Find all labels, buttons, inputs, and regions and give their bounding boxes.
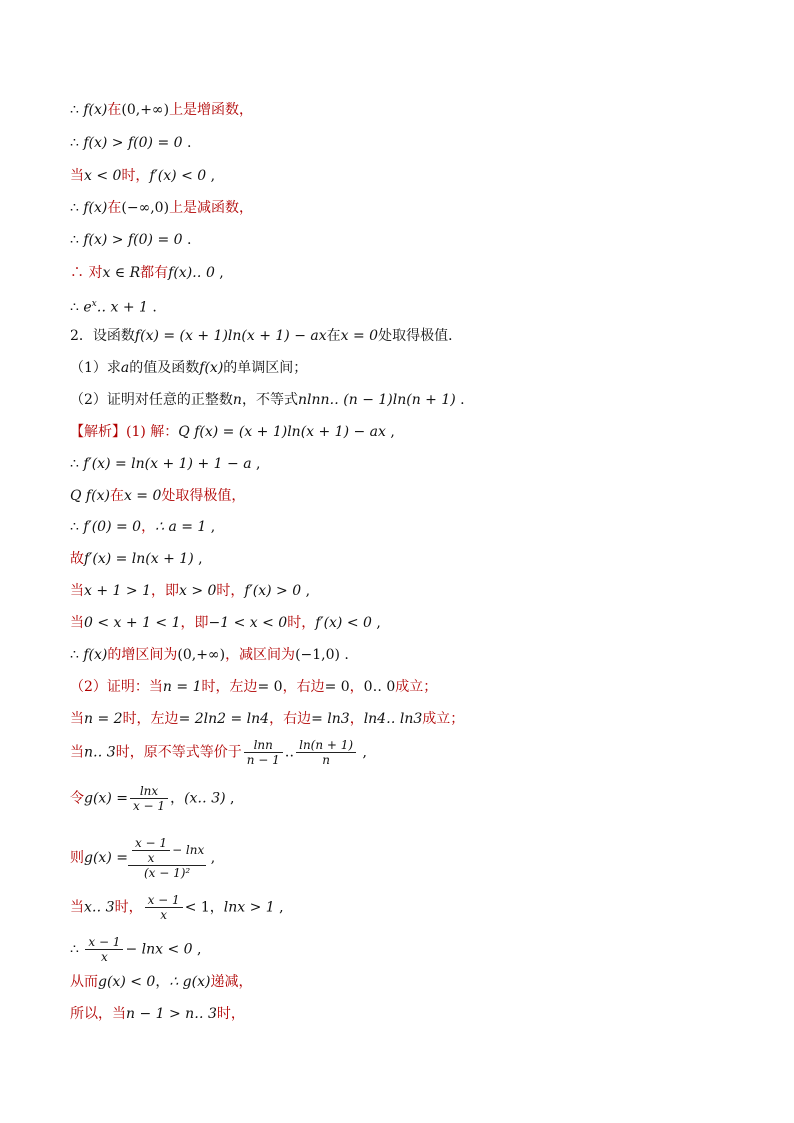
fraction: $\frac{x - 1}{x}$ <box>132 836 170 865</box>
fraction: $\frac{x - 1}{x}$ <box>145 893 183 922</box>
math-expression: Q f(x) <box>70 488 110 504</box>
math-expression: lnx > 1 <box>223 899 275 916</box>
math-expression: 0 < x + 1 < 1 <box>84 615 181 631</box>
text-line: ∴ f(x)在(0,+∞)上是增函数， <box>70 102 254 118</box>
text-line: 当x < 0时，f′(x) < 0 , <box>70 168 216 184</box>
text-line: ∴ 对x ∈ R都有f(x)‥ 0 , <box>70 265 224 281</box>
math-expression: x + 1 > 1 <box>84 583 151 599</box>
math-expression: nlnn‥ (n − 1)ln(n + 1) <box>297 392 456 408</box>
math-expression: (0,+∞) <box>121 102 170 118</box>
math-expression: (0,+∞) <box>177 647 226 663</box>
math-expression: x‥ 3 <box>84 899 115 916</box>
math-expression: x = 0 <box>340 328 379 344</box>
math-expression: f(x) <box>83 200 108 216</box>
text-line: 所以，当n − 1 > n‥ 3时， <box>70 1006 245 1022</box>
math-expression: g(x) = <box>84 790 128 807</box>
text-line: 令g(x) = $\frac{\ln x}{x - 1}$ ，(x‥ 3) , <box>70 784 235 813</box>
math-expression: = ln3 <box>311 711 350 727</box>
text-line: ∴ f(x) > f(0) = 0 . <box>70 232 192 248</box>
math-expression: −1 < x < 0 <box>208 615 288 631</box>
math-expression: (−1,0) <box>295 647 340 663</box>
text-line: ∴ f(x) > f(0) = 0 . <box>70 135 192 151</box>
fraction: $\frac{\ln n}{n - 1}$ <box>244 738 283 767</box>
compound-fraction: $\frac{x - 1}{x}$ − lnx (x − 1)² <box>128 836 206 880</box>
math-expression: = 2ln2 = ln4 <box>178 711 270 727</box>
math-expression: x = 0 <box>123 488 162 504</box>
math-expression: x < 0 <box>84 168 122 184</box>
math-expression: g(x) < 0 <box>98 974 156 990</box>
text-line: 当n = 2时，左边= 2ln2 = ln4，右边= ln3，ln4‥ ln3成立； <box>70 711 465 727</box>
text-line: ∴ f(x)的增区间为(0,+∞)，减区间为(−1,0) . <box>70 647 349 663</box>
math-expression: f(x) <box>83 647 108 663</box>
problem-statement: 2．设函数f(x) = (x + 1)ln(x + 1) − ax在x = 0处取得极值． <box>70 328 463 344</box>
math-expression: e <box>83 299 92 316</box>
text-line: 当x + 1 > 1，即x > 0时，f′(x) > 0 , <box>70 583 311 599</box>
math-expression: f′(x) > 0 <box>244 583 302 599</box>
math-expression: n = 1 <box>162 679 202 695</box>
math-expression: Q f(x) = (x + 1)ln(x + 1) − ax <box>178 424 386 440</box>
fraction: $\frac{x - 1}{x}$ <box>85 935 123 964</box>
math-expression: f′(x) = ln(x + 1) + 1 − a <box>83 456 252 472</box>
math-expression: 0‥ 0 <box>363 679 396 695</box>
math-expression: (−∞,0) <box>121 200 170 216</box>
text-line: ∴ f′(0) = 0，∴ a = 1 , <box>70 519 216 535</box>
text-line: 则g(x) = $\frac{x - 1}{x}$ − lnx (x − 1)² , <box>70 836 216 880</box>
math-expression: f′(0) = 0 <box>83 519 142 535</box>
math-expression: g(x) = <box>84 850 128 866</box>
text-line: 当n‥ 3时，原不等式等价于 $\frac{\ln n}{n - 1}$ ‥ $\frac{\ln(n + 1)}{n}$ , <box>70 738 367 767</box>
text-line: ∴ f(x)在(−∞,0)上是减函数， <box>70 200 254 216</box>
math-expression: x > 0 <box>178 583 217 599</box>
problem-part: （1）求a的值及函数f(x)的单调区间； <box>70 360 308 376</box>
math-expression: f′(x) < 0 <box>315 615 372 631</box>
math-expression: f′(x) < 0 <box>149 168 207 184</box>
math-expression: f(x) <box>83 102 108 118</box>
math-expression: n = 2 <box>84 711 123 727</box>
math-expression: n‥ 3 <box>84 744 116 761</box>
math-expression: f′(x) = ln(x + 1) <box>84 551 194 567</box>
math-expression: f(x) > f(0) = 0 <box>83 232 183 248</box>
text-line: 当0 < x + 1 < 1，即−1 < x < 0时，f′(x) < 0 , <box>70 615 381 631</box>
math-expression: f(x)‥ 0 <box>168 265 215 281</box>
math-expression: = 0 <box>257 679 283 695</box>
math-expression: x ∈ R <box>102 265 141 281</box>
analysis-heading: 【解析】(1) 解：Q f(x) = (x + 1)ln(x + 1) − ax , <box>70 424 395 440</box>
math-expression: (x‥ 3) <box>184 790 226 807</box>
math-expression: ln4‥ ln3 <box>363 711 423 727</box>
fraction: $\frac{\ln(n + 1)}{n}$ <box>296 738 356 767</box>
text-line: 从而g(x) < 0，∴ g(x)递减， <box>70 974 253 990</box>
math-expression: n <box>232 392 242 408</box>
math-expression: f(x) <box>199 360 224 376</box>
math-expression: = 0 <box>324 679 350 695</box>
math-expression: n − 1 > n‥ 3 <box>126 1006 217 1022</box>
text-line: ∴ f′(x) = ln(x + 1) + 1 − a , <box>70 456 261 472</box>
math-expression: f(x) = (x + 1)ln(x + 1) − ax <box>134 328 327 344</box>
analysis-label: 【解析】 <box>70 424 126 440</box>
text-line: ∴ $e^x‥$ x + 1 . <box>70 299 157 316</box>
math-expression: ∴ a = 1 <box>155 519 207 535</box>
fraction: $\frac{\ln x}{x - 1}$ <box>130 784 168 813</box>
text-line: 当x‥ 3时， $\frac{x - 1}{x}$ < 1，lnx > 1 , <box>70 893 284 922</box>
text-line: （2）证明：当n = 1时，左边= 0，右边= 0，0‥ 0成立； <box>70 679 438 695</box>
math-expression: ‥ x + 1 <box>96 299 148 316</box>
text-line: 故f′(x) = ln(x + 1) , <box>70 551 203 567</box>
text-line: ∴ $\frac{x - 1}{x}$ − lnx < 0 , <box>70 935 202 964</box>
math-expression: ∴ g(x) <box>169 974 211 990</box>
text-line: Q f(x)在x = 0处取得极值， <box>70 488 246 504</box>
math-expression: − lnx < 0 <box>125 941 193 958</box>
math-expression: f(x) > f(0) = 0 <box>83 135 183 151</box>
problem-part: （2）证明对任意的正整数n，不等式nlnn‥ (n − 1)ln(n + 1) . <box>70 392 465 408</box>
math-expression: a <box>120 360 130 376</box>
